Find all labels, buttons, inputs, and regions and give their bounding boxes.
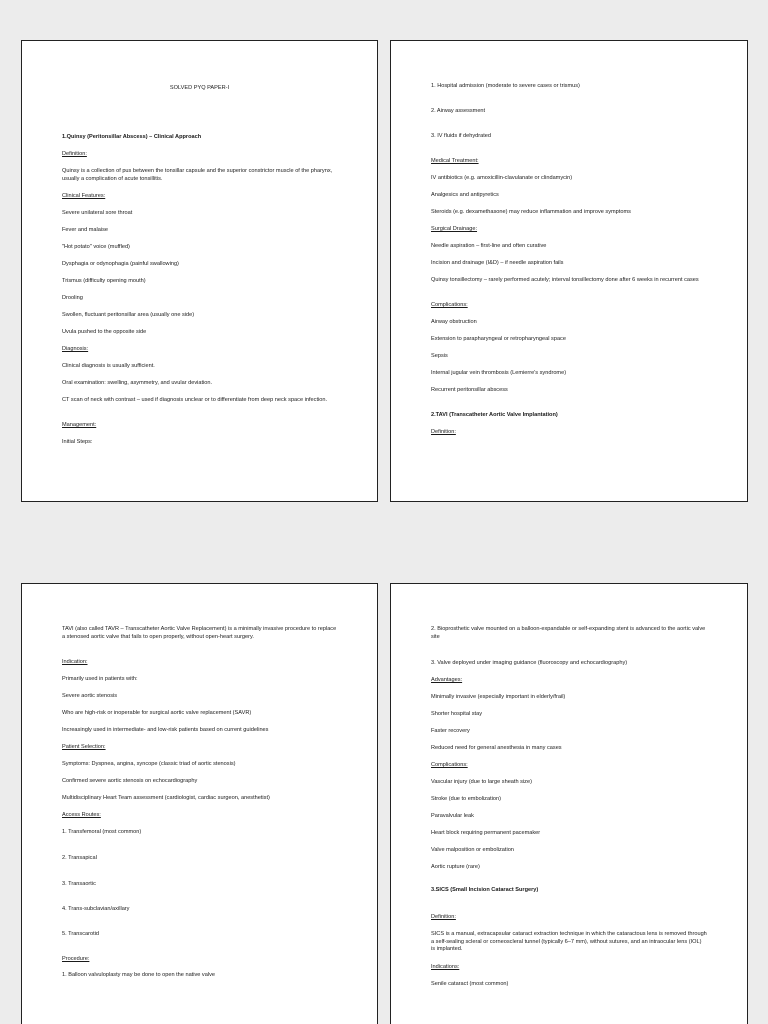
- subheading: Definition:: [62, 151, 87, 157]
- list-item: Severe aortic stenosis: [62, 693, 118, 699]
- paragraph: Clinical diagnosis is usually sufficient.: [62, 363, 155, 369]
- list-item: Uvula pushed to the opposite side: [62, 329, 147, 335]
- list-item: 5. Transcarotid: [62, 931, 99, 937]
- list-item: Incision and drainage (I&D) – if needle aspiration fails: [431, 260, 564, 266]
- list-item: Analgesics and antipyretics: [431, 192, 499, 198]
- list-item: 1. Balloon valvuloplasty may be done to open the native valve: [62, 972, 215, 978]
- list-item: 2. Airway assessment: [431, 108, 486, 114]
- document-page-2: [390, 40, 748, 502]
- list-item: Drooling: [62, 295, 83, 301]
- list-item: Internal jugular vein thrombosis (Lemierre's syndrome): [431, 370, 567, 376]
- section-heading: 3.SICS (Small Incision Cataract Surgery): [431, 887, 539, 893]
- paragraph: Quinsy is a collection of pus between the tonsillar capsule and the superior constrictor muscle of the pharynx, usually a complication of acute tonsillitis.: [62, 168, 333, 182]
- list-item: 3. Valve deployed under imaging guidance (fluoroscopy and echocardiography): [431, 660, 628, 666]
- list-item: Severe unilateral sore throat: [62, 210, 133, 216]
- subheading: Indications:: [431, 964, 460, 970]
- list-item: Reduced need for general anesthesia in many cases: [431, 745, 562, 751]
- list-item: 4. Trans-subclavian/axillary: [62, 906, 130, 912]
- list-item: Airway obstruction: [431, 319, 477, 325]
- subheading: Complications:: [431, 302, 468, 308]
- subheading: Definition:: [431, 914, 456, 920]
- subheading: Diagnosis:: [62, 346, 89, 352]
- subheading: Indication:: [62, 659, 88, 665]
- list-item: 2. Bioprosthetic valve mounted on a balloon-expandable or self-expanding stent is advanced to the aortic valve site: [431, 626, 706, 640]
- list-item: Shorter hospital stay: [431, 711, 482, 717]
- list-item: Faster recovery: [431, 728, 470, 734]
- list-item: Recurrent peritonsillar abscess: [431, 387, 508, 393]
- subheading: Medical Treatment:: [431, 158, 479, 164]
- page-title: SOLVED PYQ PAPER-I: [169, 85, 230, 91]
- list-item: Aortic rupture (rare): [431, 864, 480, 870]
- list-item: Sepsis: [431, 353, 448, 359]
- list-item: Paravalvular leak: [431, 813, 474, 819]
- subheading: Access Routes:: [62, 812, 101, 818]
- list-item: 3. IV fluids if dehydrated: [431, 133, 492, 139]
- list-item: 2. Transapical: [62, 855, 97, 861]
- list-item: Dysphagia or odynophagia (painful swallowing): [62, 261, 179, 267]
- list-item: Minimally invasive (especially important in elderly/frail): [431, 694, 566, 700]
- paragraph: SICS is a manual, extracapsular cataract extraction technique in which the cataractous lens is removed through a self-sealing scleral or corneoscleral tunnel (typically 6–7 mm), without sutures, and an intraocular lens (IOL) is implanted.: [431, 931, 707, 953]
- list-item: Heart block requiring permanent pacemaker: [431, 830, 541, 836]
- list-item: IV antibiotics (e.g. amoxicillin-clavulanate or clindamycin): [431, 175, 573, 181]
- list-item: 1. Transfemoral (most common): [62, 829, 142, 835]
- list-item: "Hot potato" voice (muffled): [62, 244, 130, 250]
- section-heading: 1.Quinsy (Peritonsillar Abscess) – Clinical Approach: [62, 134, 202, 140]
- list-item: Stroke (due to embolization): [431, 796, 501, 802]
- list-item: Extension to parapharyngeal or retropharyngeal space: [431, 336, 566, 342]
- subheading: Advantages:: [431, 677, 463, 683]
- document-page-3: [21, 583, 378, 1024]
- document-page-4: [390, 583, 748, 1024]
- list-item: Primarily used in patients with:: [62, 676, 138, 682]
- paragraph: Initial Steps:: [62, 439, 93, 445]
- subheading: Complications:: [431, 762, 468, 768]
- list-item: Needle aspiration – first-line and often curative: [431, 243, 547, 249]
- list-item: Symptoms: Dyspnea, angina, syncope (classic triad of aortic stenosis): [62, 761, 236, 767]
- list-item: Fever and malaise: [62, 227, 109, 233]
- subheading: Management:: [62, 422, 97, 428]
- list-item: Who are high-risk or inoperable for surgical aortic valve replacement (SAVR): [62, 710, 252, 716]
- list-item: Confirmed severe aortic stenosis on echocardiography: [62, 778, 198, 784]
- list-item: Senile cataract (most common): [431, 981, 509, 987]
- paragraph: Oral examination: swelling, asymmetry, and uvular deviation.: [62, 380, 213, 386]
- list-item: Steroids (e.g. dexamethasone) may reduce inflammation and improve symptoms: [431, 209, 631, 215]
- list-item: Quinsy tonsillectomy – rarely performed acutely; interval tonsillectomy done after 6 weeks in recurrent cases: [431, 277, 699, 283]
- subheading: Definition:: [431, 429, 456, 435]
- list-item: Increasingly used in intermediate- and low-risk patients based on current guidelines: [62, 727, 269, 733]
- subheading: Surgical Drainage:: [431, 226, 478, 232]
- list-item: Valve malposition or embolization: [431, 847, 514, 853]
- list-item: 3. Transaortic: [62, 881, 96, 887]
- list-item: Vascular injury (due to large sheath size): [431, 779, 532, 785]
- subheading: Patient Selection:: [62, 744, 106, 750]
- list-item: Multidisciplinary Heart Team assessment (cardiologist, cardiac surgeon, anesthetist): [62, 795, 270, 801]
- list-item: Trismus (difficulty opening mouth): [62, 278, 146, 284]
- paragraph: TAVI (also called TAVR – Transcatheter Aortic Valve Replacement) is a minimally invasive procedure to replace a stenosed aortic valve that fails to open properly, without open-heart surgery.: [62, 626, 337, 640]
- section-heading: 2.TAVI (Transcatheter Aortic Valve Implantation): [431, 412, 558, 418]
- paragraph: CT scan of neck with contrast – used if diagnosis unclear or to differentiate from deep neck space infection.: [62, 397, 328, 403]
- document-page-1: [21, 40, 378, 502]
- subheading: Procedure:: [62, 956, 90, 962]
- list-item: 1. Hospital admission (moderate to severe cases or trismus): [431, 83, 580, 89]
- list-item: Swollen, fluctuant peritonsillar area (usually one side): [62, 312, 195, 318]
- subheading: Clinical Features:: [62, 193, 106, 199]
